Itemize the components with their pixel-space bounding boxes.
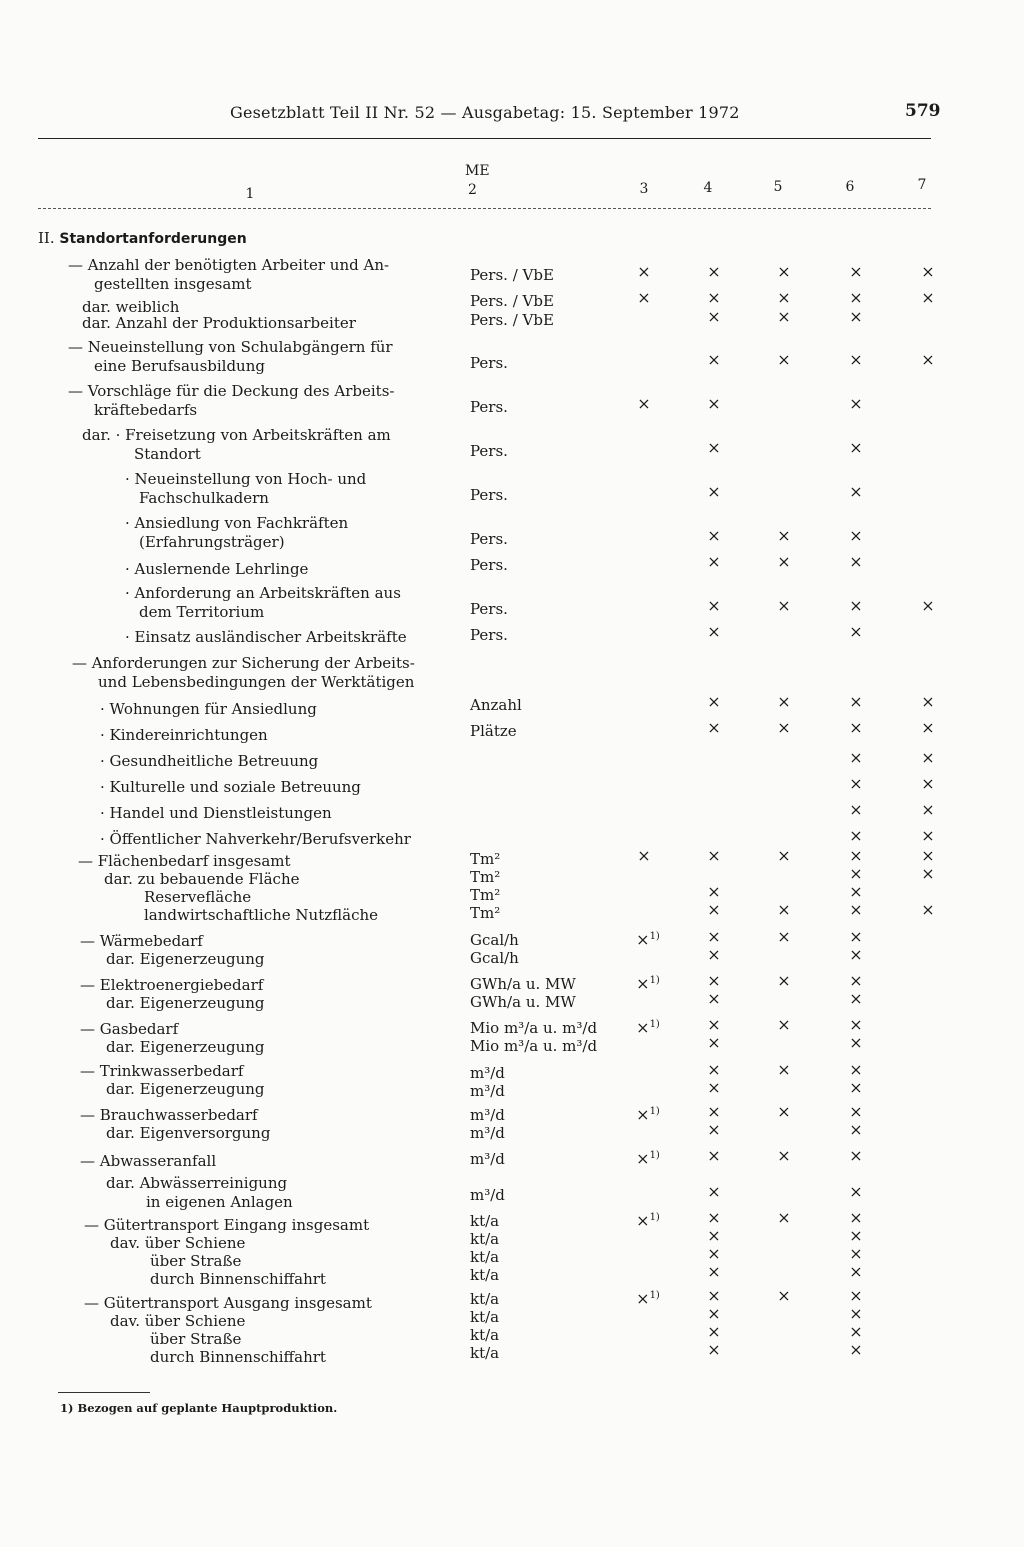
- row-description: [110, 1234, 245, 1253]
- check-mark: ×: [849, 692, 863, 711]
- check-mark: ×: [707, 1015, 721, 1034]
- column-heading-5: 5: [773, 179, 783, 195]
- description-line: · Gesundheitliche Betreuung: [100, 752, 319, 770]
- row-description: [106, 1174, 293, 1212]
- check-mark: ×: [849, 748, 863, 767]
- check-mark: ×: [777, 526, 791, 545]
- row-description: [68, 256, 389, 294]
- unit-cell: Plätze: [470, 722, 517, 740]
- check-mark: ×: [921, 350, 935, 369]
- row-description: [78, 852, 291, 871]
- section-title: Standortanforderungen: [59, 231, 247, 247]
- column-heading-3: 3: [639, 181, 649, 197]
- check-mark: ×: [707, 526, 721, 545]
- check-mark-symbol: ×: [636, 1018, 650, 1037]
- column-heading-me: ME: [465, 163, 490, 179]
- check-mark: ×: [707, 1244, 721, 1263]
- check-mark: ×: [707, 927, 721, 946]
- row-description: [84, 1216, 369, 1235]
- check-mark: ×: [707, 1102, 721, 1121]
- check-mark: ×: [849, 1304, 863, 1323]
- description-line: dar. Abwässerreinigung: [106, 1174, 288, 1192]
- check-mark: ×: [849, 989, 863, 1008]
- row-description: [100, 778, 361, 797]
- section-heading: [38, 229, 247, 247]
- check-mark: ×: [921, 692, 935, 711]
- check-mark: ×: [849, 1286, 863, 1305]
- footnote-reference: 1): [649, 975, 660, 986]
- row-description: [150, 1252, 241, 1271]
- check-mark: ×: [707, 1208, 721, 1227]
- check-mark: ×: [849, 350, 863, 369]
- row-description: [72, 654, 415, 692]
- check-mark: ×: [707, 1120, 721, 1139]
- description-line: durch Binnenschiffahrt: [150, 1270, 326, 1288]
- check-mark: ×: [849, 1226, 863, 1245]
- check-mark: [632, 929, 664, 948]
- row-description: [106, 950, 265, 969]
- unit-cell: kt/a: [470, 1326, 500, 1344]
- check-mark: ×: [707, 1060, 721, 1079]
- footnote: [60, 1401, 337, 1415]
- check-mark: ×: [849, 927, 863, 946]
- row-description: [106, 994, 265, 1013]
- unit-cell: m³/d: [470, 1082, 505, 1100]
- header-rule: [38, 138, 931, 139]
- check-mark: ×: [849, 826, 863, 845]
- footnote-rule: [58, 1392, 150, 1393]
- row-description: [80, 976, 263, 995]
- description-line: dav. über Schiene: [110, 1312, 246, 1330]
- check-mark: ×: [707, 1304, 721, 1323]
- description-line: dar. Eigenversorgung: [106, 1124, 271, 1142]
- column-heading-1: 1: [245, 186, 255, 202]
- check-mark: ×: [637, 288, 651, 307]
- check-mark: ×: [707, 482, 721, 501]
- check-mark: ×: [921, 864, 935, 883]
- column-heading-2: 2: [468, 182, 477, 198]
- description-line: über Straße: [150, 1330, 242, 1348]
- check-mark: ×: [849, 1322, 863, 1341]
- check-mark: ×: [849, 864, 863, 883]
- unit-cell: Tm²: [470, 904, 501, 922]
- unit-cell: Pers. / VbE: [470, 311, 554, 329]
- column-heading-rule: [38, 208, 931, 209]
- check-mark: ×: [707, 882, 721, 901]
- footnote-reference: 1): [649, 1290, 660, 1301]
- check-mark: ×: [849, 846, 863, 865]
- unit-cell: Pers.: [470, 354, 508, 372]
- check-mark: ×: [921, 718, 935, 737]
- check-mark: ×: [777, 846, 791, 865]
- check-mark-symbol: ×: [636, 1289, 650, 1308]
- check-mark: ×: [707, 262, 721, 281]
- column-heading-4: 4: [703, 180, 713, 196]
- check-mark: ×: [849, 394, 863, 413]
- unit-cell: kt/a: [470, 1308, 500, 1326]
- description-line: — Gasbedarf: [80, 1020, 179, 1038]
- row-description: [100, 752, 318, 771]
- check-mark: ×: [849, 596, 863, 615]
- check-mark: ×: [849, 1120, 863, 1139]
- description-line: · Anforderung an Arbeitskräften aus: [125, 584, 401, 602]
- check-mark: ×: [637, 262, 651, 281]
- unit-cell: Pers. / VbE: [470, 266, 554, 284]
- check-mark: ×: [707, 1146, 721, 1165]
- footnote-reference: 1): [649, 1150, 660, 1161]
- check-mark: ×: [849, 774, 863, 793]
- unit-cell: m³/d: [470, 1124, 505, 1142]
- description-line: — Abwasseranfall: [80, 1152, 217, 1170]
- check-mark: ×: [849, 552, 863, 571]
- description-line: (Erfahrungsträger): [139, 533, 285, 551]
- description-line: und Lebensbedingungen der Werktätigen: [98, 673, 415, 691]
- check-mark: ×: [707, 596, 721, 615]
- unit-cell: kt/a: [470, 1248, 500, 1266]
- check-mark: ×: [707, 438, 721, 457]
- check-mark: ×: [921, 900, 935, 919]
- unit-cell: kt/a: [470, 1230, 500, 1248]
- unit-cell: GWh/a u. MW: [470, 993, 576, 1011]
- check-mark-symbol: ×: [636, 1105, 650, 1124]
- page-number: 579: [905, 101, 941, 121]
- description-line: dav. über Schiene: [110, 1234, 246, 1252]
- footnote-reference: 1): [649, 931, 660, 942]
- check-mark: ×: [849, 1340, 863, 1359]
- unit-cell: Pers.: [470, 626, 508, 644]
- unit-cell: Pers.: [470, 442, 508, 460]
- check-mark: ×: [849, 622, 863, 641]
- row-description: [84, 1294, 372, 1313]
- row-description: [80, 932, 203, 951]
- check-mark: ×: [849, 1102, 863, 1121]
- check-mark: ×: [707, 288, 721, 307]
- check-mark: ×: [637, 846, 651, 865]
- check-mark: ×: [777, 692, 791, 711]
- description-line: über Straße: [150, 1252, 242, 1270]
- unit-cell: Pers.: [470, 530, 508, 548]
- unit-cell: kt/a: [470, 1290, 500, 1308]
- row-description: [68, 338, 393, 376]
- description-line: landwirtschaftliche Nutzfläche: [144, 906, 379, 924]
- description-line: — Anzahl der benötigten Arbeiter und An-: [68, 256, 390, 274]
- check-mark-symbol: ×: [636, 974, 650, 993]
- check-mark: ×: [849, 1015, 863, 1034]
- row-description: [82, 314, 356, 333]
- row-description: [80, 1106, 258, 1125]
- footnote-reference: 1): [649, 1019, 660, 1030]
- check-mark: ×: [849, 900, 863, 919]
- check-mark: ×: [707, 552, 721, 571]
- row-description: [106, 1038, 265, 1057]
- unit-cell: Gcal/h: [470, 931, 519, 949]
- description-line: — Vorschläge für die Deckung des Arbeits-: [68, 382, 395, 400]
- check-mark: ×: [849, 526, 863, 545]
- check-mark: ×: [707, 394, 721, 413]
- unit-cell: Pers.: [470, 398, 508, 416]
- check-mark: ×: [707, 1033, 721, 1052]
- check-mark: ×: [849, 482, 863, 501]
- row-description: [68, 382, 394, 420]
- check-mark: ×: [707, 1262, 721, 1281]
- row-description: [80, 1062, 243, 1081]
- check-mark: ×: [921, 748, 935, 767]
- running-header: Gesetzblatt Teil II Nr. 52 — Ausgabetag: 15. September 1972: [230, 103, 740, 122]
- check-mark: ×: [777, 1102, 791, 1121]
- description-line: · Wohnungen für Ansiedlung: [100, 700, 317, 718]
- unit-cell: m³/d: [470, 1064, 505, 1082]
- check-mark: ×: [849, 307, 863, 326]
- description-line: kräftebedarfs: [94, 401, 198, 419]
- unit-cell: Tm²: [470, 850, 501, 868]
- check-mark-symbol: ×: [636, 1211, 650, 1230]
- check-mark: ×: [849, 971, 863, 990]
- unit-cell: Mio m³/a u. m³/d: [470, 1019, 598, 1037]
- row-description: [100, 830, 411, 849]
- description-line: dar. Eigenerzeugung: [106, 1038, 265, 1056]
- description-line: Fachschulkadern: [139, 489, 269, 507]
- check-mark: ×: [707, 945, 721, 964]
- unit-cell: Tm²: [470, 886, 501, 904]
- row-description: [144, 906, 378, 925]
- description-line: dar. · Freisetzung von Arbeitskräften am: [82, 426, 391, 444]
- description-line: Standort: [134, 445, 201, 463]
- check-mark: ×: [707, 971, 721, 990]
- row-description: [150, 1348, 326, 1367]
- unit-cell: Pers.: [470, 486, 508, 504]
- description-line: — Neueinstellung von Schulabgängern für: [68, 338, 393, 356]
- check-mark: ×: [777, 1060, 791, 1079]
- description-line: dem Territorium: [139, 603, 265, 621]
- column-heading-6: 6: [845, 179, 855, 195]
- check-mark: ×: [777, 927, 791, 946]
- check-mark: ×: [777, 307, 791, 326]
- unit-cell: kt/a: [470, 1266, 500, 1284]
- row-description: [125, 584, 401, 622]
- check-mark: ×: [777, 1146, 791, 1165]
- check-mark: [632, 1210, 664, 1229]
- row-description: [80, 1152, 216, 1171]
- row-description: [100, 726, 268, 745]
- check-mark: ×: [921, 846, 935, 865]
- footnote-text: Bezogen auf geplante Hauptproduktion.: [77, 1401, 338, 1415]
- description-line: durch Binnenschiffahrt: [150, 1348, 326, 1366]
- check-mark: ×: [849, 800, 863, 819]
- row-description: [125, 514, 348, 552]
- column-heading-7: 7: [917, 177, 927, 193]
- footnote-reference: 1): [649, 1106, 660, 1117]
- check-mark: ×: [707, 1182, 721, 1201]
- check-mark: ×: [777, 1208, 791, 1227]
- row-description: [150, 1270, 326, 1289]
- description-line: — Trinkwasserbedarf: [80, 1062, 244, 1080]
- unit-cell: kt/a: [470, 1344, 500, 1362]
- description-line: gestellten insgesamt: [94, 275, 252, 293]
- description-line: · Kindereinrichtungen: [100, 726, 268, 744]
- check-mark: ×: [849, 1262, 863, 1281]
- check-mark: ×: [849, 288, 863, 307]
- unit-cell: kt/a: [470, 1212, 500, 1230]
- row-description: [106, 1124, 270, 1143]
- check-mark: ×: [707, 1226, 721, 1245]
- description-line: — Anforderungen zur Sicherung der Arbeits-: [72, 654, 415, 672]
- check-mark: ×: [707, 718, 721, 737]
- unit-cell: Mio m³/a u. m³/d: [470, 1037, 598, 1055]
- row-description: [100, 804, 332, 823]
- description-line: · Auslernende Lehrlinge: [125, 560, 309, 578]
- description-line: · Öffentlicher Nahverkehr/Berufsverkehr: [100, 830, 411, 848]
- row-description: [144, 888, 251, 907]
- row-description: [106, 1080, 265, 1099]
- check-mark: ×: [849, 718, 863, 737]
- check-mark: ×: [707, 692, 721, 711]
- check-mark-symbol: ×: [636, 930, 650, 949]
- description-line: dar. zu bebauende Fläche: [104, 870, 300, 888]
- check-mark: ×: [707, 307, 721, 326]
- check-mark: ×: [849, 1208, 863, 1227]
- description-line: · Einsatz ausländischer Arbeitskräfte: [125, 628, 407, 646]
- check-mark: ×: [921, 262, 935, 281]
- check-mark: ×: [707, 1340, 721, 1359]
- check-mark: ×: [707, 350, 721, 369]
- description-line: — Gütertransport Ausgang insgesamt: [84, 1294, 372, 1312]
- check-mark: ×: [849, 882, 863, 901]
- description-line: eine Berufsausbildung: [94, 357, 265, 375]
- description-line: dar. Anzahl der Produktionsarbeiter: [82, 314, 356, 332]
- check-mark: ×: [921, 826, 935, 845]
- check-mark: [632, 1017, 664, 1036]
- check-mark: ×: [777, 552, 791, 571]
- check-mark: ×: [921, 596, 935, 615]
- check-mark: [632, 1288, 664, 1307]
- check-mark: ×: [777, 288, 791, 307]
- check-mark: ×: [707, 1322, 721, 1341]
- check-mark: ×: [777, 350, 791, 369]
- description-line: — Flächenbedarf insgesamt: [78, 852, 291, 870]
- row-description: [125, 628, 407, 647]
- check-mark: ×: [849, 438, 863, 457]
- row-description: [100, 700, 317, 719]
- check-mark: ×: [849, 945, 863, 964]
- unit-cell: m³/d: [470, 1186, 505, 1204]
- check-mark: ×: [849, 1146, 863, 1165]
- check-mark: ×: [777, 718, 791, 737]
- check-mark: [632, 1104, 664, 1123]
- section-numeral: II.: [38, 229, 55, 247]
- check-mark: ×: [849, 1244, 863, 1263]
- check-mark: ×: [707, 1286, 721, 1305]
- check-mark: [632, 1148, 664, 1167]
- check-mark: ×: [707, 989, 721, 1008]
- check-mark: ×: [849, 1078, 863, 1097]
- unit-cell: m³/d: [470, 1150, 505, 1168]
- description-line: · Kulturelle und soziale Betreuung: [100, 778, 361, 796]
- check-mark: ×: [921, 800, 935, 819]
- check-mark: ×: [707, 900, 721, 919]
- description-line: — Brauchwasserbedarf: [80, 1106, 258, 1124]
- check-mark: ×: [707, 846, 721, 865]
- check-mark: ×: [921, 288, 935, 307]
- check-mark: ×: [849, 262, 863, 281]
- description-line: — Wärmebedarf: [80, 932, 203, 950]
- row-description: [82, 426, 391, 464]
- description-line: · Handel und Dienstleistungen: [100, 804, 332, 822]
- unit-cell: GWh/a u. MW: [470, 975, 576, 993]
- description-line: Reservefläche: [144, 888, 252, 906]
- row-description: [104, 870, 300, 889]
- unit-cell: Gcal/h: [470, 949, 519, 967]
- check-mark: ×: [777, 1286, 791, 1305]
- description-line: — Elektroenergiebedarf: [80, 976, 264, 994]
- check-mark: ×: [777, 262, 791, 281]
- description-line: — Gütertransport Eingang insgesamt: [84, 1216, 370, 1234]
- check-mark: ×: [777, 1015, 791, 1034]
- description-line: · Ansiedlung von Fachkräften: [125, 514, 349, 532]
- footnote-mark: 1): [60, 1401, 74, 1415]
- description-line: dar. Eigenerzeugung: [106, 994, 265, 1012]
- check-mark: ×: [637, 394, 651, 413]
- description-line: dar. weiblich: [82, 298, 180, 316]
- check-mark: [632, 973, 664, 992]
- unit-cell: Anzahl: [470, 696, 522, 714]
- row-description: [80, 1020, 178, 1039]
- check-mark: ×: [777, 900, 791, 919]
- unit-cell: m³/d: [470, 1106, 505, 1124]
- description-line: dar. Eigenerzeugung: [106, 950, 265, 968]
- row-description: [125, 470, 366, 508]
- check-mark: ×: [777, 596, 791, 615]
- row-description: [110, 1312, 245, 1331]
- check-mark: ×: [707, 622, 721, 641]
- check-mark: ×: [849, 1182, 863, 1201]
- row-description: [150, 1330, 241, 1349]
- unit-cell: Pers.: [470, 556, 508, 574]
- check-mark: ×: [849, 1060, 863, 1079]
- check-mark-symbol: ×: [636, 1149, 650, 1168]
- check-mark: ×: [707, 1078, 721, 1097]
- row-description: [125, 560, 308, 579]
- unit-cell: Pers.: [470, 600, 508, 618]
- description-line: in eigenen Anlagen: [146, 1193, 293, 1211]
- unit-cell: Pers. / VbE: [470, 292, 554, 310]
- description-line: dar. Eigenerzeugung: [106, 1080, 265, 1098]
- check-mark: ×: [777, 971, 791, 990]
- check-mark: ×: [921, 774, 935, 793]
- unit-cell: Tm²: [470, 868, 501, 886]
- footnote-reference: 1): [649, 1212, 660, 1223]
- description-line: · Neueinstellung von Hoch- und: [125, 470, 367, 488]
- check-mark: ×: [849, 1033, 863, 1052]
